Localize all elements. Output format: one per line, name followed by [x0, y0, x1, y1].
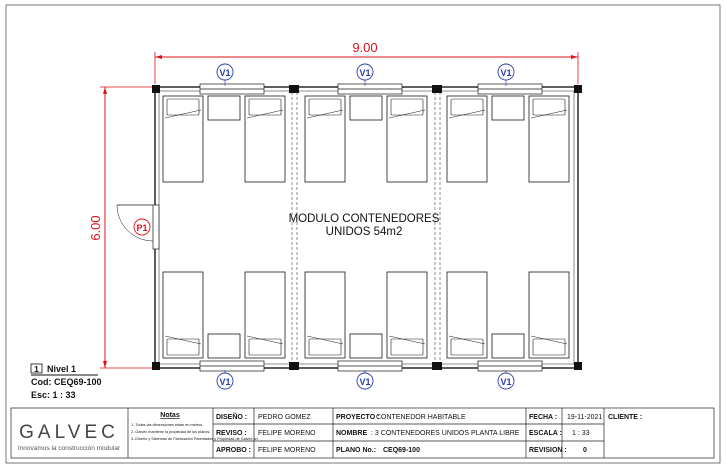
aprobo-value: FELIPE MORENO — [258, 447, 316, 454]
logo-text: GALVEC — [19, 422, 119, 443]
window-tag-top-2 — [357, 64, 373, 86]
revision-label: REVISION : — [529, 447, 567, 454]
window-tag-bottom-2 — [357, 370, 373, 389]
pillow — [309, 99, 341, 115]
window-tag-top-3 — [498, 64, 514, 86]
pillow — [391, 339, 423, 355]
height-dimension-text: 6.00 — [88, 215, 103, 241]
escala-label: ESCALA : — [529, 430, 562, 437]
nombre-value: : 3 CONTENEDORES UNIDOS PLANTA LIBRE — [371, 430, 520, 437]
cliente-label: CLIENTE : — [608, 414, 643, 421]
plano-label: PLANO No.: — [336, 447, 377, 454]
pillow — [167, 339, 199, 355]
pillow — [391, 99, 423, 115]
level-scale: Esc: 1 : 33 — [31, 390, 76, 400]
nightstand-bottom — [350, 334, 382, 358]
pillow — [451, 99, 483, 115]
nightstand-bottom — [492, 334, 524, 358]
door-tag-label: P1 — [136, 223, 148, 233]
note-3: 3.-Diseño y Sistemas de Fabricación Patentados y Propiedad de Galvec srl. — [131, 437, 259, 441]
pillow — [533, 339, 565, 355]
level-name: Nivel 1 — [47, 364, 77, 374]
diseno-value: PEDRO GOMEZ — [258, 414, 311, 421]
pillow — [167, 99, 199, 115]
level-number: 1 — [34, 364, 39, 374]
nightstand-bottom — [208, 334, 240, 358]
fecha-value: 19-11-2021 — [567, 414, 603, 421]
pillow — [249, 99, 281, 115]
notes-title: Notas — [160, 412, 180, 419]
window-tag-bottom-3 — [498, 370, 514, 389]
logo-tagline: Innovamos la construcción modular — [17, 445, 121, 452]
escala-value: 1 : 33 — [572, 430, 590, 437]
nightstand-top — [208, 96, 240, 120]
window-tag-label: V1 — [219, 377, 231, 387]
module-label-line2: UNIDOS 54m2 — [325, 226, 403, 238]
door-tag — [134, 219, 150, 235]
pillow — [451, 339, 483, 355]
reviso-label: REVISO : — [216, 430, 247, 437]
reviso-value: FELIPE MORENO — [258, 430, 316, 437]
nombre-label: NOMBRE — [336, 430, 368, 437]
proyecto-label: PROYECTO : — [336, 414, 380, 421]
pillow — [533, 99, 565, 115]
plano-value: CEQ69-100 — [383, 447, 420, 454]
window-tag-bottom-1 — [217, 370, 233, 389]
window-tag-label: V1 — [500, 68, 512, 78]
note-2: 2.-Galvec mantiene la propiedad de los planos. — [131, 430, 211, 434]
fecha-label: FECHA : — [529, 414, 558, 421]
proyecto-value: CONTENEDOR HABITABLE — [376, 414, 466, 421]
window-tag-label: V1 — [500, 377, 512, 387]
note-1: 1.-Todas las dimensiones estan en metros. — [131, 423, 204, 427]
width-dimension-text: 9.00 — [352, 40, 378, 55]
diseno-label: DISEÑO : — [216, 414, 248, 421]
level-code: Cod: CEQ69-100 — [31, 377, 102, 387]
window-tag-label: V1 — [359, 68, 371, 78]
window-tag-label: V1 — [359, 377, 371, 387]
aprobo-label: APROBO : — [216, 447, 251, 454]
module-label-line1: MODULO CONTENEDORES — [288, 213, 440, 225]
pillow — [249, 339, 281, 355]
window-tag-top-1 — [217, 64, 233, 86]
pillow — [309, 339, 341, 355]
nightstand-top — [350, 96, 382, 120]
galvec-logo — [18, 422, 121, 452]
revision-value: 0 — [583, 447, 587, 454]
window-tag-label: V1 — [219, 68, 231, 78]
nightstand-top — [492, 96, 524, 120]
